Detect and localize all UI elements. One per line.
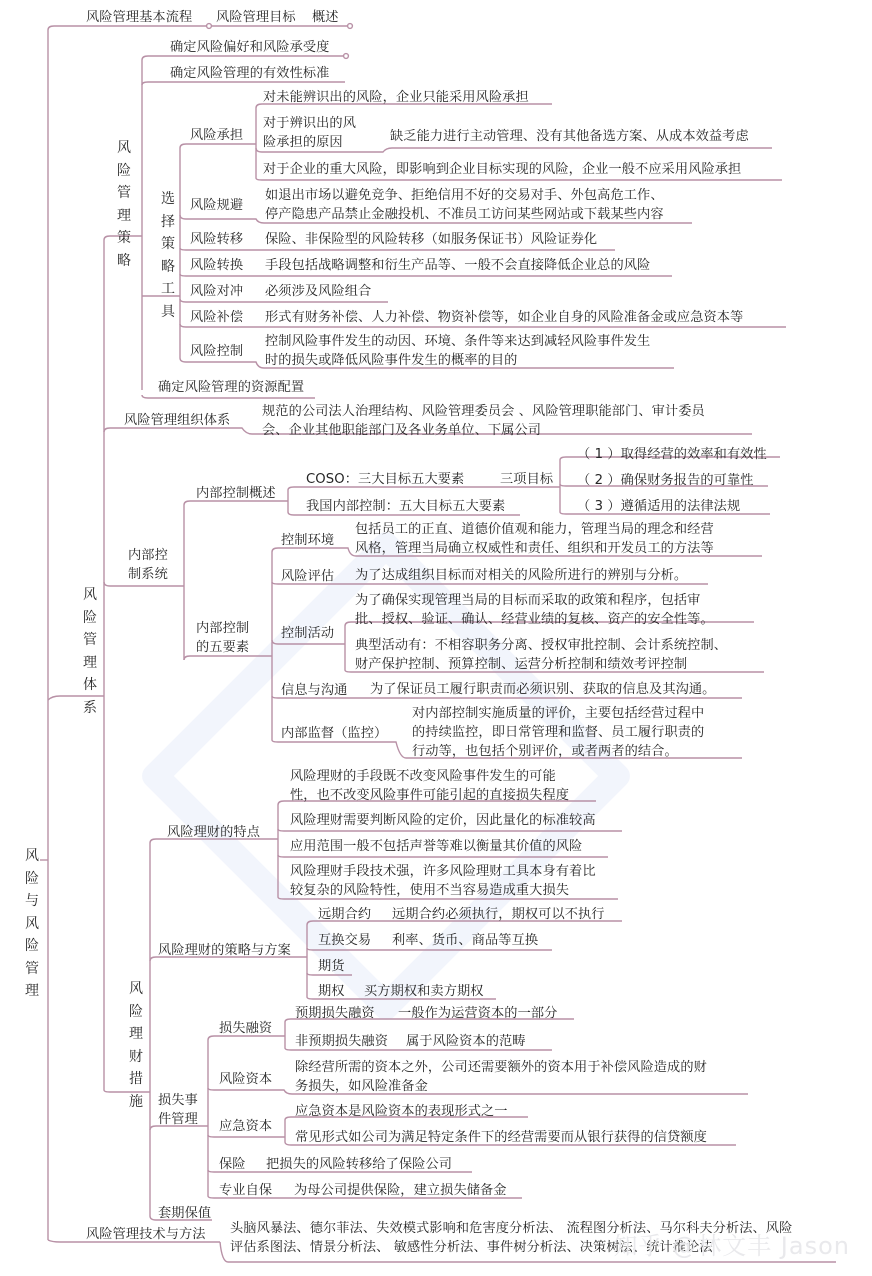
acceptance-reason[interactable]: 缺乏能力进行主动管理、没有其他备选方案、从成本效益考虑 [390, 129, 749, 144]
methods-line-2[interactable]: 评估系图法、情景分析法、 敏感性分析法、事件树分析法、决策树法、统计推论法 [230, 1240, 713, 1255]
methods-line-1[interactable]: 头脑风暴法、德尔菲法、失效模式影响和危害度分析法、 流程图分析法、马尔科夫分析法、风险 [230, 1221, 793, 1236]
node-swap[interactable]: 互换交易 [318, 933, 372, 948]
env-line-1[interactable]: 包括员工的正直、道德价值观和能力，管理当局的理念和经营 [355, 522, 714, 537]
activity-a-line-2[interactable]: 批、授权、验证、确认、经营业绩的复核、资产的安全性等。 [355, 612, 714, 627]
node-strategy[interactable] [116, 137, 132, 272]
node-loss-2[interactable]: 件管理 [158, 1112, 198, 1127]
node-control[interactable]: 风险控制 [190, 344, 244, 359]
node-loss-1[interactable]: 损失事 [158, 1093, 198, 1108]
node-five-1[interactable]: 内部控制 [196, 621, 250, 636]
contingent-item-2[interactable]: 常见形式如公司为满足特定条件下的经营需要而从银行获得的信贷额度 [295, 1130, 707, 1145]
hedge-detail[interactable]: 必须涉及风险组合 [265, 284, 372, 299]
root-label: 风险与风险管理 [25, 848, 39, 999]
option-detail[interactable]: 买方期权和卖方期权 [364, 984, 484, 999]
node-plan[interactable]: 风险理财的策略与方案 [158, 943, 291, 958]
risk-capital-line-1[interactable]: 除经营所需的资本之外，公司还需要额外的资本用于补偿风险造成的财 [295, 1060, 707, 1075]
captive-detail[interactable]: 为母公司提供保险，建立损失储备金 [294, 1183, 507, 1198]
finance-label: 风险理财措施 [129, 981, 143, 1110]
goal-1[interactable]: （ 1 ）取得经营的效率和有效性 [577, 447, 767, 462]
node-conversion[interactable]: 风险转换 [190, 258, 244, 273]
monitor-line-2[interactable]: 的持续监控，即日常管理和监督、员工履行职责的 [412, 725, 705, 740]
node-resource[interactable]: 确定风险管理的资源配置 [158, 380, 305, 395]
node-methods[interactable]: 风险管理技术与方法 [86, 1227, 206, 1242]
watermark: 知乎 @林文丰 Jason [613, 1232, 850, 1260]
risk-capital-line-2[interactable]: 务损失，如风险准备金 [295, 1079, 428, 1094]
tools-label: 选择策略工具 [161, 191, 175, 320]
node-financing[interactable]: 损失融资 [219, 1021, 273, 1036]
monitor-line-3[interactable]: 行动等，也包括个别评价，或者两者的结合。 [412, 744, 678, 759]
node-overview[interactable]: 概述 [312, 10, 339, 25]
goal-2[interactable]: （ 2 ）确保财务报告的可靠性 [577, 473, 754, 488]
activity-b-line-2[interactable]: 财产保护控制、预算控制、运营分析控制和绩效考评控制 [355, 657, 688, 672]
node-expected[interactable]: 预期损失融资 [295, 1006, 375, 1021]
node-avoidance[interactable]: 风险规避 [190, 198, 244, 213]
node-info[interactable]: 信息与沟通 [281, 683, 348, 698]
node-internal-2[interactable]: 制系统 [128, 567, 168, 582]
node-finance[interactable] [128, 978, 144, 1113]
activity-a-line-1[interactable]: 为了确保实现管理当局的目标而采取的政策和程序，包括审 [355, 593, 701, 608]
org-line-2[interactable]: 会、企业其他职能部门及各业务单位、下属公司 [262, 423, 542, 438]
acceptance-item-2b[interactable]: 险承担的原因 [263, 135, 343, 150]
control-line-2[interactable]: 时的损失或降低风险事件发生的概率的目的 [265, 353, 518, 368]
avoidance-line-2[interactable]: 停产隐患产品禁止金融投机、不准员工访问某些网站或下载某些内容 [265, 207, 664, 222]
assess-detail[interactable]: 为了达成组织目标而对相关的风险所进行的辨别与分析。 [355, 568, 688, 583]
node-appetite[interactable]: 确定风险偏好和风险承受度 [170, 40, 330, 55]
coso[interactable]: COSO：三大目标五大要素 [306, 472, 465, 487]
swap-detail[interactable]: 利率、货币、商品等互换 [392, 933, 539, 948]
trait-4-line-1[interactable]: 风险理财手段技术强，许多风险理财工具本身有着比 [290, 864, 596, 879]
transfer-detail[interactable]: 保险、非保险型的风险转移（如服务保证书）风险证券化 [265, 232, 598, 247]
control-line-1[interactable]: 控制风险事件发生的动因、环境、条件等来达到减轻风险事件发生 [265, 334, 651, 349]
contingent-item-1[interactable]: 应急资本是风险资本的表现形式之一 [295, 1104, 508, 1119]
monitor-line-1[interactable]: 对内部控制实施质量的评价，主要包括经营过程中 [412, 706, 705, 721]
trait-4-line-2[interactable]: 较复杂的风险特性，使用不当容易造成重大损失 [290, 883, 570, 898]
acceptance-item-2a[interactable]: 对于辨识出的风 [263, 116, 357, 131]
node-option[interactable]: 期权 [318, 984, 345, 999]
node-internal-1[interactable]: 内部控 [128, 548, 168, 563]
trait-3[interactable]: 应用范围一般不包括声誉等难以衡量其价值的风险 [290, 839, 583, 854]
node-insurance[interactable]: 保险 [219, 1157, 246, 1172]
node-assess[interactable]: 风险评估 [281, 569, 335, 584]
node-futures[interactable]: 期货 [318, 959, 345, 974]
node-captive[interactable]: 专业自保 [219, 1183, 273, 1198]
node-hedging[interactable]: 套期保值 [158, 1206, 212, 1221]
forward-detail[interactable]: 远期合约必须执行，期权可以不执行 [392, 907, 605, 922]
unexpected-detail[interactable]: 属于风险资本的范畴 [406, 1034, 526, 1049]
info-detail[interactable]: 为了保证员工履行职责而必须识别、获取的信息及其沟通。 [370, 682, 716, 697]
node-acceptance[interactable]: 风险承担 [190, 128, 244, 143]
node-traits[interactable]: 风险理财的特点 [167, 825, 261, 840]
node-ic-overview[interactable]: 内部控制概述 [196, 486, 276, 501]
node-activity[interactable]: 控制活动 [281, 626, 335, 641]
acceptance-item-1[interactable]: 对未能辨识出的风险，企业只能采用风险承担 [263, 90, 529, 105]
acceptance-item-3[interactable]: 对于企业的重大风险，即影响到企业目标实现的风险，企业一般不应采用风险承担 [263, 162, 742, 177]
conversion-detail[interactable]: 手段包括战略调整和衍生产品等、一般不会直接降低企业总的风险 [265, 258, 651, 273]
node-objective[interactable]: 风险管理目标 [216, 10, 296, 25]
node-tools[interactable] [160, 188, 176, 323]
node-risk-capital[interactable]: 风险资本 [219, 1072, 273, 1087]
node-contingent[interactable]: 应急资本 [219, 1119, 273, 1134]
node-monitor[interactable]: 内部监督（监控） [281, 726, 388, 741]
china-ic[interactable]: 我国内部控制：五大目标五大要素 [306, 499, 506, 514]
compensation-detail[interactable]: 形式有财务补偿、人力补偿、物资补偿等，如企业自身的风险准备金或应急资本等 [265, 310, 744, 325]
org-line-1[interactable]: 规范的公司法人治理结构、风险管理委员会 、风险管理职能部门、审计委员 [262, 404, 705, 419]
system-label: 风险管理体系 [83, 587, 97, 716]
node-five-2[interactable]: 的五要素 [196, 640, 250, 655]
goal-3[interactable]: （ 3 ）遵循适用的法律法规 [577, 499, 741, 514]
node-effectiveness[interactable]: 确定风险管理的有效性标准 [170, 66, 330, 81]
trait-1-line-1[interactable]: 风险理财的手段既不改变风险事件发生的可能 [290, 769, 556, 784]
node-compensation[interactable]: 风险补偿 [190, 310, 244, 325]
root-node[interactable] [24, 845, 40, 1003]
env-line-2[interactable]: 风格，管理当局确立权威性和责任、组织和开发员工的方法等 [355, 541, 714, 556]
activity-b-line-1[interactable]: 典型活动有：不相容职务分离、授权审批控制、会计系统控制、 [355, 638, 728, 653]
node-unexpected[interactable]: 非预期损失融资 [295, 1034, 389, 1049]
node-hedge[interactable]: 风险对冲 [190, 284, 244, 299]
trait-1-line-2[interactable]: 性，也不改变风险事件可能引起的直接损失程度 [290, 788, 570, 803]
insurance-detail[interactable]: 把损失的风险转移给了保险公司 [266, 1157, 453, 1172]
avoidance-line-1[interactable]: 如退出市场以避免竞争、拒绝信用不好的交易对手、外包高危工作、 [265, 188, 664, 203]
node-env[interactable]: 控制环境 [281, 533, 335, 548]
three-goals[interactable]: 三项目标 [500, 472, 554, 487]
strategy-label: 风险管理策略 [117, 140, 131, 269]
trait-2[interactable]: 风险理财需要判断风险的定价，因此量化的标准较高 [290, 813, 596, 828]
expected-detail[interactable]: 一般作为运营资本的一部分 [398, 1006, 558, 1021]
node-basic-process[interactable]: 风险管理基本流程 [86, 10, 193, 25]
node-system[interactable] [82, 584, 98, 719]
node-transfer[interactable]: 风险转移 [190, 232, 244, 247]
node-forward[interactable]: 远期合约 [318, 907, 372, 922]
node-org[interactable]: 风险管理组织体系 [124, 413, 231, 428]
